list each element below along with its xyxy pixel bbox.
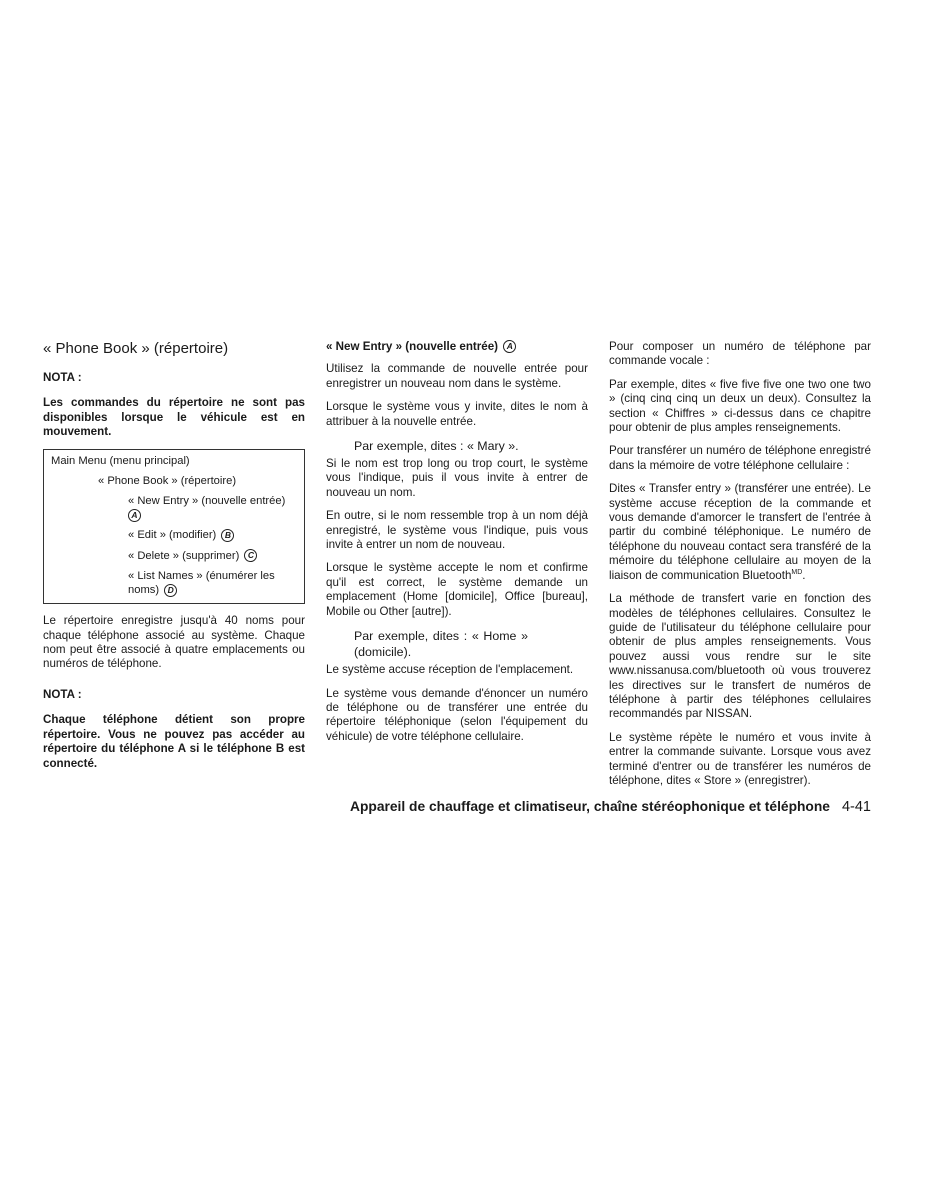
example-text: Par exemple, dites : « Mary ». xyxy=(354,439,519,454)
paragraph: Lorsque le système accepte le nom et confirme qu'il est correct, le système demande un emplacement (Home [domicile], Office [bureau], Mobile ou Other [autre]). xyxy=(326,561,588,618)
menu-delete xyxy=(51,549,297,563)
chapter-title: Appareil de chauffage et climatiseur, chaîne stéréophonique et téléphone xyxy=(350,799,830,814)
paragraph: Utilisez la commande de nouvelle entrée pour enregistrer un nouveau nom dans le système. xyxy=(326,362,588,390)
paragraph: Le système répète le numéro et vous invite à entrer la commande suivante. Lorsque vous avez terminé d'entrer ou de transférer les numéros de téléphone, dites « Store » (enregistrer). xyxy=(609,730,871,787)
paragraph-text: Dites « Transfer entry » (transférer une entrée). Le système accuse réception de la commande et vous demande d'amorcer le transfert de l'entrée à partir du combiné téléphonique. Le numéro de téléphone du nouveau contact sera transféré de la mémoire du téléphone cellulaire au moyen de la liaison de communication Bluetooth xyxy=(609,482,871,582)
nota-text: Les commandes du répertoire ne sont pas disponibles lorsque le véhicule est en mouvement. xyxy=(43,396,305,439)
menu-list-names-label: « List Names » (énumérer les noms) xyxy=(128,569,275,597)
callout-a-icon: A xyxy=(503,340,516,353)
right-column xyxy=(609,340,871,797)
left-column xyxy=(43,340,305,780)
paragraph: Lorsque le système vous y invite, dites le nom à attribuer à la nouvelle entrée. xyxy=(326,400,588,428)
section-title: « Phone Book » (répertoire) xyxy=(43,340,229,357)
new-entry-heading-label: « New Entry » (nouvelle entrée) xyxy=(326,340,499,353)
menu-main: Main Menu (menu principal) xyxy=(51,454,190,467)
new-entry-heading xyxy=(326,340,588,354)
callout-d-icon: D xyxy=(164,584,177,597)
menu-list-names xyxy=(51,569,297,597)
nota-text-2: Chaque téléphone détient son propre répertoire. Vous ne pouvez pas accéder au répertoire du téléphone A si le téléphone B est connecté. xyxy=(43,713,305,770)
paragraph: En outre, si le nom ressemble trop à un nom déjà enregistré, le système vous l'indique, puis vous invite à entrer un nom de nouveau. xyxy=(326,509,588,552)
example-text: Par exemple, dites : « Home » (domicile). xyxy=(354,629,528,660)
menu-new-entry-label: « New Entry » (nouvelle entrée) xyxy=(128,495,286,508)
paragraph: Le système accuse réception de l'emplacement. xyxy=(326,663,574,677)
menu-edit-label: « Edit » (modifier) xyxy=(128,529,217,542)
paragraph-bluetooth xyxy=(609,482,871,583)
paragraph: Pour composer un numéro de téléphone par commande vocale : xyxy=(609,340,871,368)
paragraph: La méthode de transfert varie en fonction des modèles de téléphones cellulaires. Consultez le guide de l'utilisateur du téléphone cellulaire pour obtenir de plus amples renseignements. Vous pouvez aussi vous rendre sur le site www.nissanusa.com/bluetooth où vous trouverez les directives sur le transfert de numéros de téléphone à partir des téléphones cellulaires recommandés par NISSAN. xyxy=(609,592,871,721)
paragraph-end: . xyxy=(802,568,806,582)
menu-new-entry xyxy=(51,494,297,522)
phonebook-capacity-text: Le répertoire enregistre jusqu'à 40 noms pour chaque téléphone associé au système. Chaque nom peut être associé à quatre emplacements ou numéros de téléphone. xyxy=(43,614,305,671)
menu-delete-label: « Delete » (supprimer) xyxy=(128,549,240,562)
paragraph: Pour transférer un numéro de téléphone enregistré dans la mémoire de votre téléphone cellulaire : xyxy=(609,444,871,472)
nota-label: NOTA : xyxy=(43,371,82,384)
callout-c-icon: C xyxy=(244,549,257,562)
callout-b-icon: B xyxy=(221,529,234,542)
trademark-superscript: MD xyxy=(791,568,803,576)
callout-a-icon: A xyxy=(128,509,141,522)
middle-column xyxy=(326,340,588,753)
paragraph: Si le nom est trop long ou trop court, le système vous l'indique, puis il vous invite à entrer de nouveau un nom. xyxy=(326,457,588,499)
menu-edit xyxy=(51,528,297,542)
menu-phonebook: « Phone Book » (répertoire) xyxy=(98,474,237,487)
page-footer xyxy=(350,799,871,815)
page-number: 4-41 xyxy=(841,799,871,815)
menu-tree-box xyxy=(43,449,305,605)
nota-label-2: NOTA : xyxy=(43,687,82,701)
paragraph: Le système vous demande d'énoncer un numéro de téléphone ou de transférer une entrée du répertoire téléphonique (selon l'équipement du véhicule) de votre téléphone cellulaire. xyxy=(326,686,588,743)
paragraph: Par exemple, dites « five five five one two one two » (cinq cinq cinq un deux un deux). Consultez la section « Chiffres » ci-dessus dans ce chapitre pour obtenir de plus amples renseignements. xyxy=(609,377,871,435)
